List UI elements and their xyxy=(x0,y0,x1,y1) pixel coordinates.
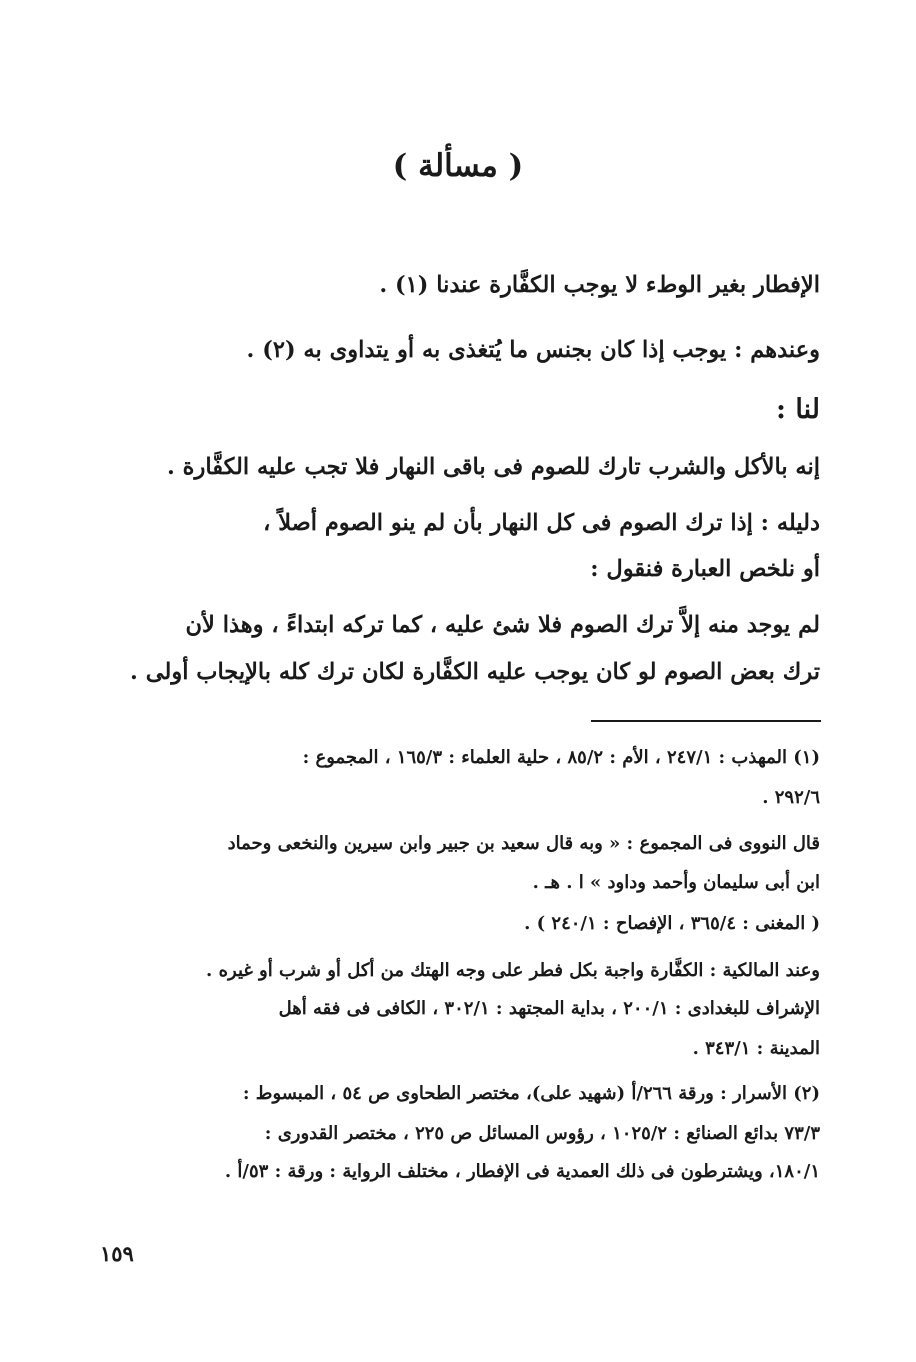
footnote-line-4: ابن أبى سليمان وأحمد وداود » ا . هـ . xyxy=(532,872,820,893)
page-number: ١٥٩ xyxy=(100,1241,134,1266)
footnote-line-2: ٢٩٢/٦ . xyxy=(762,787,820,808)
footnote-line-8: المدينة : ٣٤٣/١ . xyxy=(692,1038,820,1059)
main-line-6: لم يوجد منه إلاَّ ترك الصوم فلا شئ عليه ، كما تركه ابتداءً ، وهذا لأن xyxy=(185,612,820,638)
footnote-line-10: ٧٣/٣ بدائع الصنائع : ١٠٢٥/٢ ، رؤوس المسائل ص ٢٢٥ ، مختصر القدورى : xyxy=(264,1123,820,1144)
main-line-7: ترك بعض الصوم لو كان يوجب عليه الكفَّارة لكان ترك كله بالإيجاب أولى . xyxy=(130,659,820,685)
footnote-line-5: ( المغنى : ٣٦٥/٤ ، الإفصاح : ٢٤٠/١ ) . xyxy=(524,913,820,934)
main-line-2: وعندهم : يوجب إذا كان بجنس ما يُتغذى به أو يتداوى به (٢) . xyxy=(246,337,820,363)
main-line-5: أو نلخص العبارة فنقول : xyxy=(590,556,820,582)
issue-title: ( مسألة ) xyxy=(392,148,524,184)
main-line-3: إنه بالأكل والشرب تارك للصوم فى باقى النهار فلا تجب عليه الكفَّارة . xyxy=(167,454,820,480)
main-line-1: الإفطار بغير الوطء لا يوجب الكفَّارة عندنا (١) . xyxy=(379,272,820,298)
section-heading: لنا : xyxy=(776,394,820,425)
footnote-line-6: وعند المالكية : الكفَّارة واجبة بكل فطر على وجه الهتك من أكل أو شرب أو غيره . xyxy=(206,960,820,981)
footnote-line-3: قال النووى فى المجموع : « وبه قال سعيد بن جبير وابن سيرين والنخعى وحماد xyxy=(227,833,820,854)
footnote-line-1: (١) المهذب : ٢٤٧/١ ، الأم : ٨٥/٢ ، حلية العلماء : ١٦٥/٣ ، المجموع : xyxy=(302,747,820,768)
footnote-line-9: (٢) الأسرار : ورقة ٢٦٦/أ (شهيد على)، مختصر الطحاوى ص ٥٤ ، المبسوط : xyxy=(242,1083,820,1104)
footnote-line-11: ١٨٠/١، ويشترطون فى ذلك العمدية فى الإفطار ، مختلف الرواية : ورقة : ٥٣/أ . xyxy=(224,1161,820,1182)
footnote-line-7: الإشراف للبغدادى : ٢٠٠/١ ، بداية المجتهد : ٣٠٢/١ ، الكافى فى فقه أهل xyxy=(278,998,820,1019)
footnote-divider xyxy=(591,720,821,722)
main-line-4: دليله : إذا ترك الصوم فى كل النهار بأن لم ينو الصوم أصلاً ، xyxy=(263,510,820,536)
